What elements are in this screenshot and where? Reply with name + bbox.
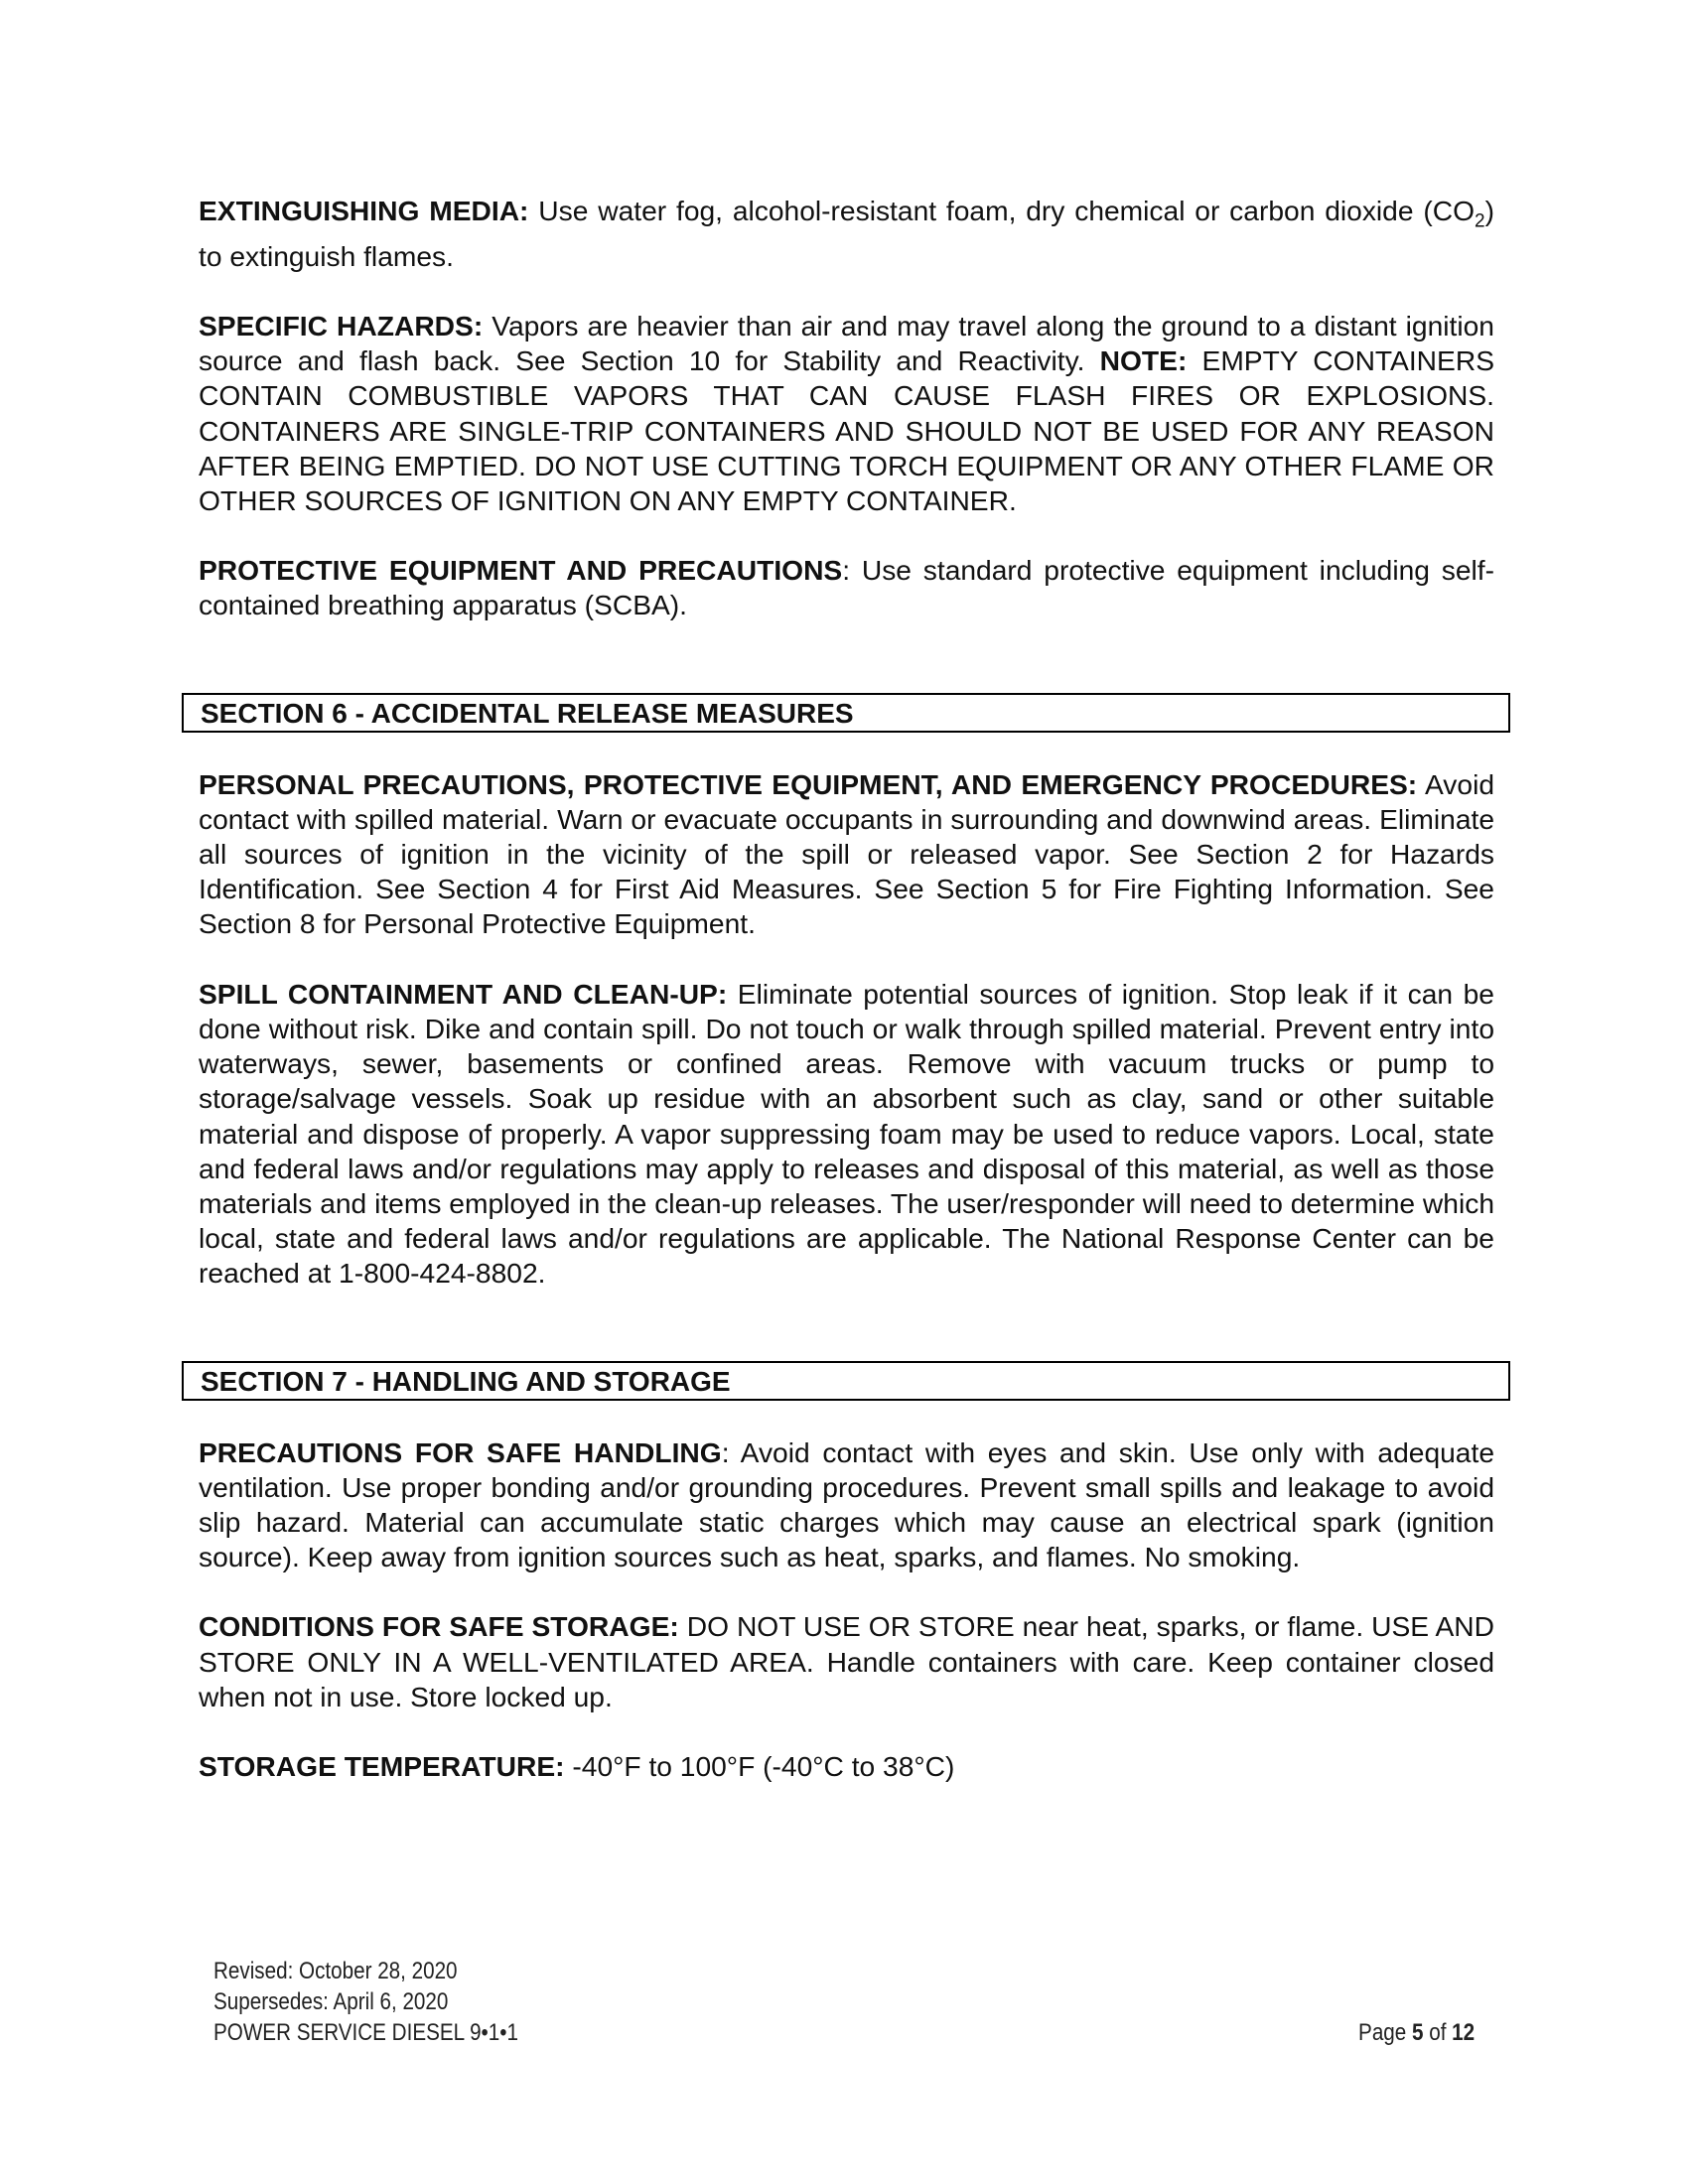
extinguishing-media-paragraph bbox=[199, 194, 1494, 274]
personal-precautions-paragraph bbox=[199, 767, 1494, 942]
section-6-header: SECTION 6 - ACCIDENTAL RELEASE MEASURES bbox=[182, 693, 1510, 733]
personal-precautions-heading: PERSONAL PRECAUTIONS, PROTECTIVE EQUIPMENT, AND EMERGENCY PROCEDURES: bbox=[199, 767, 1418, 800]
spill-containment-paragraph bbox=[199, 977, 1494, 1292]
personal-precautions-text: Avoid contact with spilled material. Warn or evacuate occupants in surrounding and downwind areas. Eliminate all sources of ignition in the vicinity of the spill or released vapor. See Section 2 for Hazards Identification. See Section 4 for First Aid Measures. See Section 5 for Fire Fighting Information. See Section 8 for Personal Protective Equipment. bbox=[199, 767, 1495, 940]
note-text: EMPTY CONTAINERS CONTAIN COMBUSTIBLE VAPORS THAT CAN CAUSE FLASH FIRES OR EXPLOSIONS. CONTAINERS ARE SINGLE-TRIP CONTAINERS AND SHOULD NOT BE USED FOR ANY REASON AFTER BEING EMPTIED. DO NOT USE CUTTING TORCH EQUIPMENT OR ANY OTHER FLAME OR OTHER SOURCES OF IGNITION ON ANY EMPTY CONTAINER. bbox=[199, 344, 1494, 517]
spill-containment-heading: SPILL CONTAINMENT AND CLEAN-UP: bbox=[199, 977, 728, 1010]
specific-hazards-paragraph bbox=[199, 309, 1494, 518]
spill-containment-text: Eliminate potential sources of ignition. Stop leak if it can be done without risk. Dike and contain spill. Do not touch or walk through spilled material. Prevent entry into waterways, sewer, basements or confined areas. Remove with vacuum trucks or pump to storage/salvage vessels. Soak up residue with an absorbent such as clay, sand or other suitable material and dispose of properly. A vapor suppressing foam may be used to reduce vapors. Local, state and federal laws and/or regulations may apply to releases and disposal of this material, as well as those materials and items employed in the clean-up releases. The user/responder will need to determine which local, state and federal laws and/or regulations are applicable. The National Response Center can be reached at 1-800-424-8802. bbox=[199, 977, 1494, 1290]
protective-equipment-heading: PROTECTIVE EQUIPMENT AND PRECAUTIONS bbox=[199, 554, 843, 587]
product-name: POWER SERVICE DIESEL 9•1•1 bbox=[213, 2019, 518, 2046]
extinguishing-media-heading: EXTINGUISHING MEDIA: bbox=[199, 195, 529, 226]
storage-temperature-paragraph bbox=[199, 1749, 1494, 1784]
footer-revision-info bbox=[213, 1956, 518, 2048]
safe-storage-paragraph bbox=[199, 1609, 1494, 1714]
section-7-header: SECTION 7 - HANDLING AND STORAGE bbox=[182, 1361, 1510, 1401]
storage-temperature-text: -40°F to 100°F (-40°C to 38°C) bbox=[564, 1749, 955, 1782]
page-number bbox=[1358, 2017, 1475, 2048]
supersedes-date: Supersedes: April 6, 2020 bbox=[213, 1988, 449, 2015]
page-prefix: Page bbox=[1357, 2019, 1412, 2046]
extinguishing-media-text-end: ) to extinguish flames. bbox=[199, 195, 1494, 272]
safe-handling-heading: PRECAUTIONS FOR SAFE HANDLING bbox=[199, 1435, 722, 1468]
co2-subscript: 2 bbox=[1475, 210, 1485, 232]
page-current: 5 bbox=[1411, 2019, 1424, 2046]
safe-handling-text: : Avoid contact with eyes and skin. Use only with adequate ventilation. Use proper bonding and/or grounding procedures. Prevent small spills and leakage to avoid slip hazard. Material can accumulate static charges which may cause an electrical spark (ignition source). Keep away from ignition sources such as heat, sparks, and flames. No smoking. bbox=[199, 1435, 1494, 1573]
storage-temperature-heading: STORAGE TEMPERATURE: bbox=[199, 1749, 565, 1782]
protective-equipment-paragraph bbox=[199, 553, 1494, 622]
extinguishing-media-text: Use water fog, alcohol-resistant foam, dry chemical or carbon dioxide (CO bbox=[528, 195, 1476, 226]
specific-hazards-text: Vapors are heavier than air and may travel along the ground to a distant ignition source and flash back. See Section 10 for Stability and Reactivity. bbox=[199, 310, 1494, 377]
protective-equipment-text: : Use standard protective equipment including self-contained breathing apparatus (SCBA). bbox=[199, 554, 1494, 621]
revised-date: Revised: October 28, 2020 bbox=[213, 1958, 458, 1984]
specific-hazards-heading: SPECIFIC HAZARDS: bbox=[199, 310, 484, 342]
safe-handling-paragraph bbox=[199, 1435, 1494, 1575]
safe-storage-heading: CONDITIONS FOR SAFE STORAGE: bbox=[199, 1610, 679, 1643]
page-total: 12 bbox=[1452, 2019, 1475, 2046]
page-of: of bbox=[1423, 2019, 1453, 2046]
safe-storage-text: DO NOT USE OR STORE near heat, sparks, or flame. USE AND STORE ONLY IN A WELL-VENTILATED AREA. Handle containers with care. Keep container closed when not in use. Store locked up. bbox=[199, 1610, 1495, 1712]
note-heading: NOTE: bbox=[1099, 344, 1188, 377]
document-body bbox=[199, 194, 1494, 1784]
